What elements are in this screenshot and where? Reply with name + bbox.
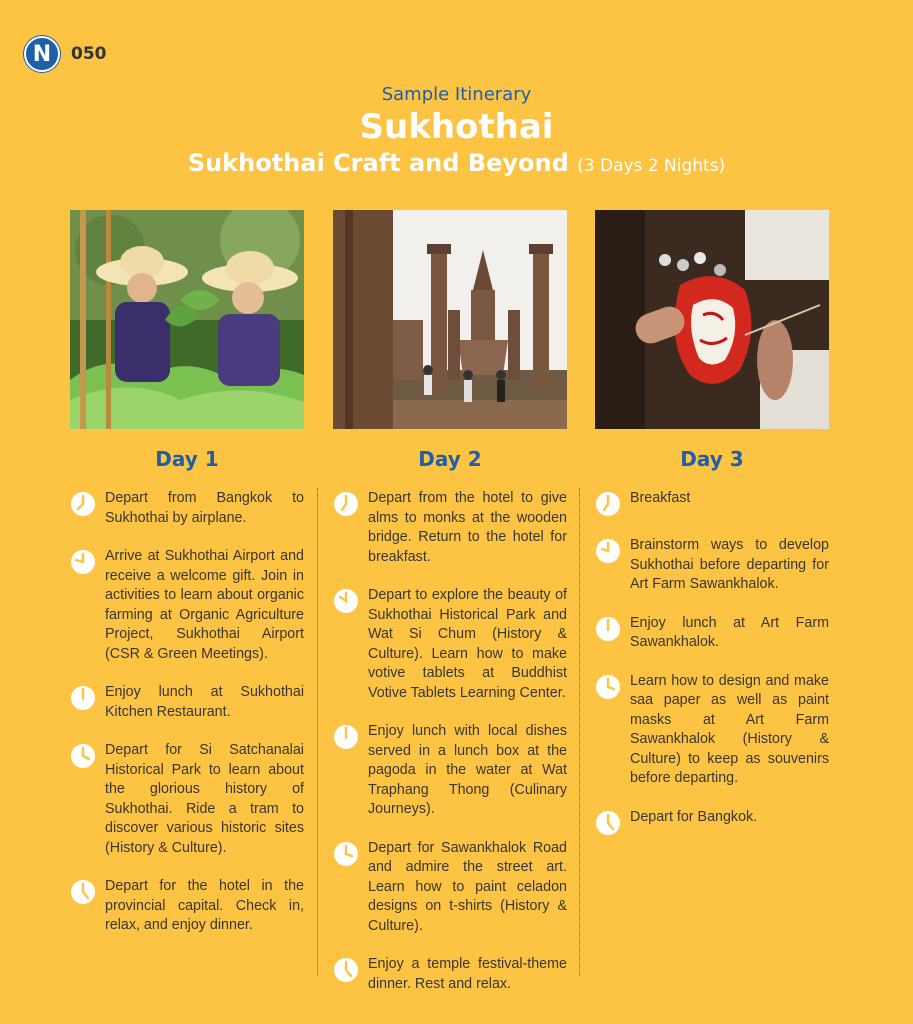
item-text: Depart for Bangkok. — [630, 808, 758, 825]
list-item — [333, 586, 567, 703]
list-item — [595, 614, 829, 653]
day-2-column — [333, 210, 567, 1013]
clock-icon — [70, 685, 96, 711]
item-text: Depart from Bangkok to Sukhothai by airplane. — [105, 490, 304, 526]
day-2-title: Day 2 — [418, 447, 482, 471]
clock-icon — [595, 810, 621, 836]
item-text: Learn how to design and make saa paper as well as paint masks at Art Farm Sawankhalok (History & Culture) to keep as souvenirs before departing. — [630, 672, 829, 786]
item-text: Depart to explore the beauty of Sukhothai Historical Park and Wat Si Chum (History & Culture). Learn how to make votive tablets at Buddhist Votive Tablets Learning Center. — [368, 587, 567, 701]
list-item — [595, 672, 829, 789]
day-1-column — [70, 210, 304, 955]
clock-icon — [595, 674, 621, 700]
page-number: 050 — [71, 44, 107, 64]
duration: (3 Days 2 Nights) — [577, 156, 726, 176]
list-item — [595, 808, 829, 836]
clock-icon — [70, 549, 96, 575]
temple-photo — [333, 210, 567, 429]
temple-photo-image — [333, 210, 567, 429]
clock-icon — [333, 491, 359, 517]
list-item — [595, 536, 829, 595]
clock-icon — [70, 491, 96, 517]
page-subtitle — [0, 149, 913, 177]
clock-icon — [333, 724, 359, 750]
list-item — [595, 489, 829, 517]
logo-badge — [24, 36, 60, 72]
clock-icon — [595, 491, 621, 517]
clock-icon — [595, 616, 621, 642]
clock-icon — [595, 538, 621, 564]
day-1-title: Day 1 — [155, 447, 219, 471]
day-3-title: Day 3 — [680, 447, 744, 471]
clock-icon — [333, 957, 359, 983]
list-item — [333, 955, 567, 994]
list-item — [70, 877, 304, 936]
subtitle-text: Sukhothai Craft and Beyond — [187, 149, 569, 177]
list-item — [70, 683, 304, 722]
day-3-list — [595, 489, 829, 836]
list-item — [333, 839, 567, 937]
item-text: Enjoy a temple festival-theme dinner. Rest and relax. — [368, 956, 567, 992]
item-text: Brainstorm ways to develop Sukhothai before departing for Art Farm Sawankhalok. — [630, 537, 829, 592]
kicker: Sample Itinerary — [381, 84, 532, 105]
list-item — [70, 489, 304, 528]
farming-photo — [70, 210, 304, 429]
mask-painting-photo — [595, 210, 829, 429]
day-3-column — [595, 210, 829, 855]
item-text: Depart for Sawankhalok Road and admire the street art. Learn how to paint celadon designs on t-shirts (History & Culture). — [368, 839, 567, 934]
item-text: Enjoy lunch with local dishes served in a lunch box at the pagoda in the water at Wat Traphang Thong (Culinary Journeys). — [368, 723, 567, 817]
list-item — [70, 741, 304, 858]
clock-icon — [333, 841, 359, 867]
item-text: Enjoy lunch at Art Farm Sawankhalok. — [630, 614, 829, 650]
item-text: Depart for the hotel in the provincial capital. Check in, relax, and enjoy dinner. — [105, 878, 304, 933]
clock-icon — [333, 588, 359, 614]
item-text: Depart from the hotel to give alms to monks at the wooden bridge. Return to the hotel for breakfast. — [368, 490, 567, 565]
logo-letter: N — [32, 41, 52, 67]
clock-icon — [70, 743, 96, 769]
clock-icon — [70, 879, 96, 905]
mask-painting-photo-image — [595, 210, 829, 429]
item-text: Breakfast — [630, 490, 691, 506]
column-divider — [317, 488, 318, 976]
item-text: Enjoy lunch at Sukhothai Kitchen Restaurant. — [105, 684, 304, 720]
item-text: Depart for Si Satchanalai Historical Park to learn about the glorious history of Sukhothai. Ride a tram to discover various historic sites (History & Culture). — [105, 742, 304, 856]
day-2-list — [333, 489, 567, 994]
list-item — [333, 722, 567, 820]
page-title: Sukhothai — [359, 107, 554, 147]
item-text: Arrive at Sukhothai Airport and receive a welcome gift. Join in activities to learn about organic farming at Organic Agriculture Project, Sukhothai Airport (CSR & Green Meetings). — [105, 548, 304, 662]
page-header — [0, 84, 913, 177]
day-1-list — [70, 489, 304, 936]
list-item — [333, 489, 567, 567]
farming-photo-image — [70, 210, 304, 429]
column-divider — [579, 488, 580, 976]
list-item — [70, 547, 304, 664]
